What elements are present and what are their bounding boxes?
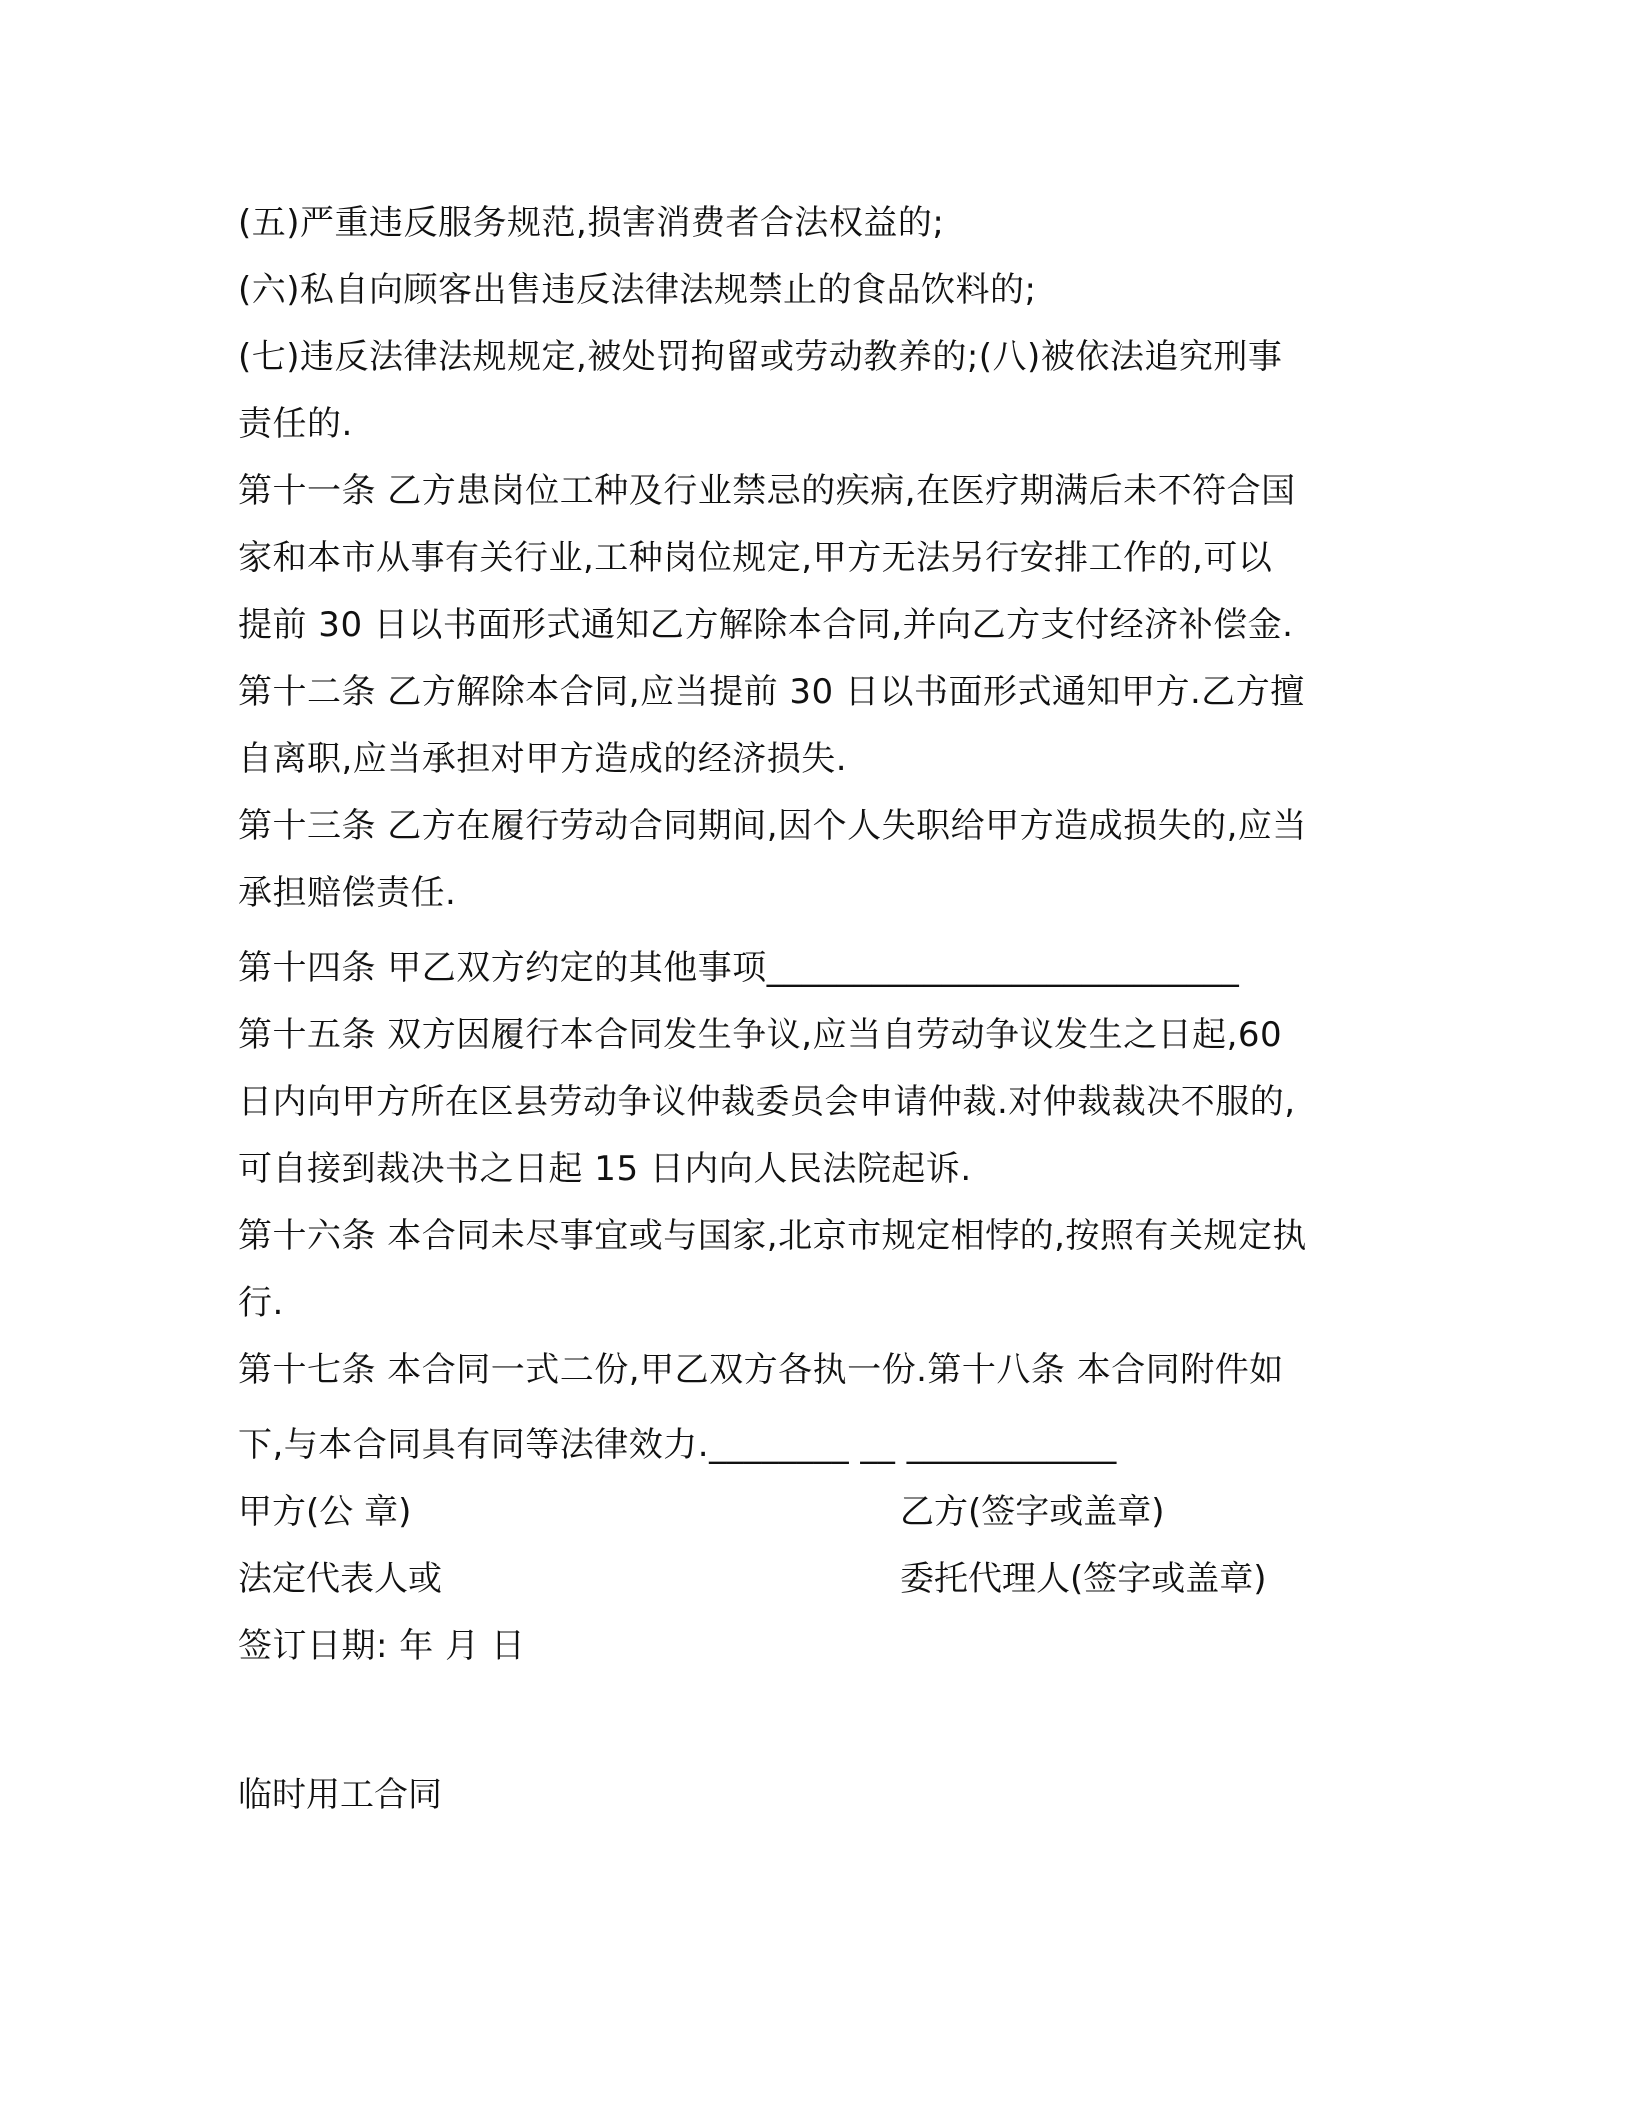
- next-document-title: 临时用工合同: [238, 1775, 442, 1815]
- article-12-line-2: 自离职,应当承担对甲方造成的经济损失.: [238, 739, 848, 779]
- clause-item-6: (六)私自向顾客出售违反法律法规禁止的食品饮料的;: [238, 270, 1037, 310]
- party-a-label: 甲方(公 章): [238, 1492, 412, 1532]
- party-b-rep-label: 委托代理人(签字或盖章): [900, 1559, 1267, 1599]
- article-11-line-1: 第十一条 乙方患岗位工种及行业禁忌的疾病,在医疗期满后未不符合国: [238, 471, 1296, 511]
- article-11-line-2: 家和本市从事有关行业,工种岗位规定,甲方无法另行安排工作的,可以: [238, 538, 1273, 578]
- article-11-line-3: 提前 30 日以书面形式通知乙方解除本合同,并向乙方支付经济补偿金.: [238, 605, 1294, 645]
- article-12-line-1: 第十二条 乙方解除本合同,应当提前 30 日以书面形式通知甲方.乙方擅: [238, 672, 1305, 712]
- article-14-line-1: 第十四条 甲乙双方约定的其他事项___________________________: [238, 948, 1240, 988]
- article-15-line-2: 日内向甲方所在区县劳动争议仲裁委员会申请仲裁.对仲裁裁决不服的,: [238, 1082, 1296, 1122]
- article-13-line-1: 第十三条 乙方在履行劳动合同期间,因个人失职给甲方造成损失的,应当: [238, 806, 1307, 846]
- article-15-line-3: 可自接到裁决书之日起 15 日内向人民法院起诉.: [238, 1149, 972, 1189]
- article-17-line-2: 下,与本合同具有同等法律效力.________ __ ____________: [238, 1425, 1117, 1465]
- party-a-rep-label: 法定代表人或: [238, 1559, 442, 1599]
- document-page: [238, 190, 1398, 1829]
- article-16-line-1: 第十六条 本合同未尽事宜或与国家,北京市规定相悖的,按照有关规定执: [238, 1216, 1307, 1256]
- article-16-line-2: 行.: [238, 1283, 284, 1323]
- article-13-line-2: 承担赔偿责任.: [238, 873, 457, 913]
- article-15-line-1: 第十五条 双方因履行本合同发生争议,应当自劳动争议发生之日起,60: [238, 1015, 1283, 1055]
- clause-item-7-8: (七)违反法律法规规定,被处罚拘留或劳动教养的;(八)被依法追究刑事: [238, 337, 1283, 377]
- signature-row-representatives: [238, 1546, 1398, 1613]
- clause-item-5: (五)严重违反服务规范,损害消费者合法权益的;: [238, 203, 945, 243]
- signing-date-label: 签订日期: 年 月 日: [238, 1626, 526, 1666]
- article-17-line-1: 第十七条 本合同一式二份,甲乙双方各执一份.第十八条 本合同附件如: [238, 1350, 1284, 1390]
- party-b-label: 乙方(签字或盖章): [900, 1492, 1165, 1532]
- clause-item-8-cont: 责任的.: [238, 404, 353, 444]
- signature-row-parties: [238, 1479, 1398, 1546]
